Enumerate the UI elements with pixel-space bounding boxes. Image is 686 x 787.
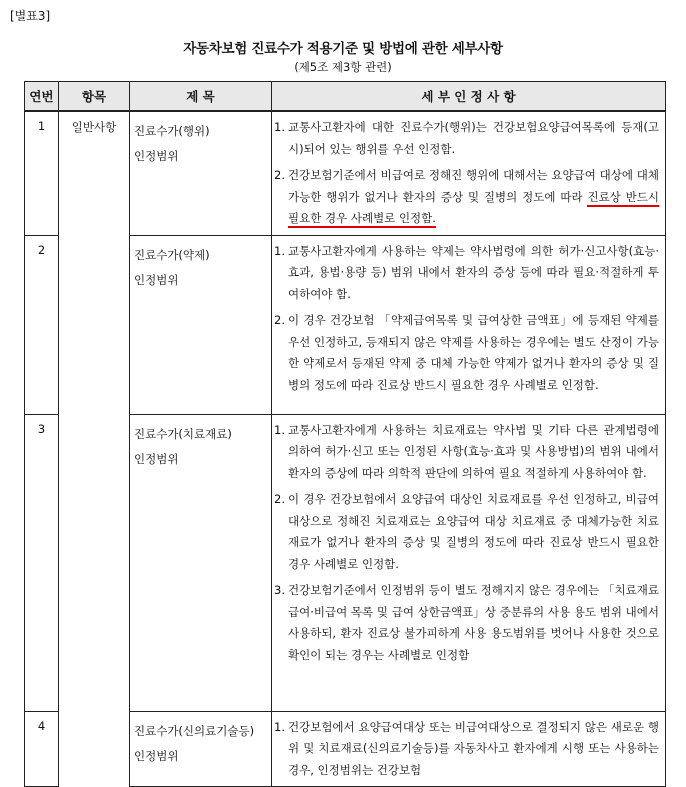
subject-title: 진료수가(치료재료) <box>134 426 232 441</box>
detail-item <box>272 489 659 575</box>
row-number: 3 <box>25 414 59 711</box>
detail-item <box>272 165 659 230</box>
item-number: 1. <box>274 120 285 134</box>
col-header-category: 항목 <box>59 82 130 112</box>
col-header-no: 연번 <box>25 82 59 112</box>
row-number: 4 <box>25 711 59 787</box>
col-header-subject: 제 목 <box>130 82 272 112</box>
item-number: 1. <box>274 719 285 734</box>
annex-label: [별표3] <box>10 9 51 23</box>
detail-cell <box>272 235 666 414</box>
col-header-detail: 세 부 인 정 사 항 <box>272 82 666 112</box>
subject-scope: 인정범위 <box>134 748 179 763</box>
subject-scope: 인정범위 <box>134 451 179 466</box>
category-cell <box>59 111 130 787</box>
item-number: 2. <box>274 168 285 182</box>
subject-scope: 인정범위 <box>134 149 179 163</box>
subject-scope: 인정범위 <box>134 272 179 287</box>
detail-cell <box>272 414 666 711</box>
item-number: 2. <box>274 313 285 327</box>
document-title: 자동차보험 진료수가 적용기준 및 방법에 관한 세부사항 <box>183 41 503 57</box>
item-number: 1. <box>274 243 285 258</box>
criteria-table <box>24 81 666 787</box>
highlighted-underline-text: 진료상 반드시 필요한 경우 사례별로 인정함. <box>288 190 659 229</box>
subject-cell <box>130 235 272 414</box>
item-number: 3. <box>274 583 285 597</box>
item-text: 교통사고환자에게 사용하는 치료재료는 약사법 및 기타 다른 관계법령에 의하여 허가·신고 또는 인정된 사항(효능·효과 및 사용방법)의 범위 내에서 환자의 증상에 따라 의학적 판단에 의하여 필요 적절하게 사용하여야 함. <box>288 422 659 480</box>
item-text: 건강보험에서 요양급여대상 또는 비급여대상으로 결정되지 않은 새로운 행위 및 치료재료(신의료기술등)를 자동차사고 환자에게 시행 또는 사용하는 경우, 인정범위는 건강보험 <box>288 719 659 777</box>
detail-item <box>272 717 659 782</box>
detail-item <box>272 310 659 396</box>
subject-cell <box>130 414 272 711</box>
document-subtitle: (제5조 제3항 관련) <box>294 60 392 74</box>
item-text: 이 경우 건강보험 「약제급여목록 및 급여상한 금액표」에 등재된 약제를 우선 인정하고, 등재되지 않은 약제를 사용하는 경우에는 별도 산정이 가능한 약제로서 등재된 약제 중 대체 가능한 약제가 없거나 환자의 증상 및 질병의 정도에 따라 진료상 반드시 필요한 경우 사례별로 인정함. <box>288 313 659 392</box>
item-number: 1. <box>274 422 285 437</box>
table-header-row <box>25 82 666 112</box>
table-row <box>25 111 666 235</box>
item-text: 교통사고환자에 대한 진료수가(행위)는 건강보험요양급여목록에 등재(고시)되어 있는 행위를 우선 인정함. <box>288 120 659 156</box>
row-number: 2 <box>25 235 59 414</box>
subject-title: 진료수가(행위) <box>134 124 210 138</box>
detail-cell <box>272 111 666 235</box>
detail-cell <box>272 711 666 787</box>
item-number: 2. <box>274 492 285 506</box>
subject-title: 진료수가(신의료기술등) <box>134 723 255 738</box>
detail-item <box>272 420 659 485</box>
subject-cell <box>130 111 272 235</box>
subject-cell <box>130 711 272 787</box>
row-number: 1 <box>25 111 59 235</box>
category-label: 일반사항 <box>71 120 117 134</box>
subject-title: 진료수가(약제) <box>134 247 210 262</box>
detail-item <box>272 117 659 160</box>
item-text: 이 경우 건강보험에서 요양급여 대상인 치료재료를 우선 인정하고, 비급여대상으로 정해진 치료재료는 요양급여 대상 치료재료 중 대체가능한 치료재료가 없거나 환자의 증상 및 질병의 정도에 따라 진료상 반드시 필요한 경우 사례별로 인정함. <box>288 492 659 571</box>
item-text: 건강보험기준에서 비급여로 정해진 행위에 대해서는 요양급여 대상에 대체가능한 행위가 없거나 환자의 증상 및 질병의 정도에 따라 <box>288 168 659 204</box>
item-text: 교통사고환자에게 사용하는 약제는 약사법령에 의한 허가·신고사항(효능·효과, 용법·용량 등) 범위 내에서 환자의 증상 등에 따라 필요·적절하게 투여하여야 함. <box>288 243 659 301</box>
detail-item <box>272 580 659 666</box>
item-text: 건강보험기준에서 인정범위 등이 별도 정해지지 않은 경우에는 「치료재료 급여·비급여 목록 및 급여 상한금액표」상 중분류의 사용 용도 범위 내에서 사용하되, 환자 진료상 불가피하게 사용 용도범위를 벗어나 사용한 것으로 확인이 되는 경우는 사례별로 인정함 <box>288 583 659 662</box>
detail-item <box>272 241 659 306</box>
